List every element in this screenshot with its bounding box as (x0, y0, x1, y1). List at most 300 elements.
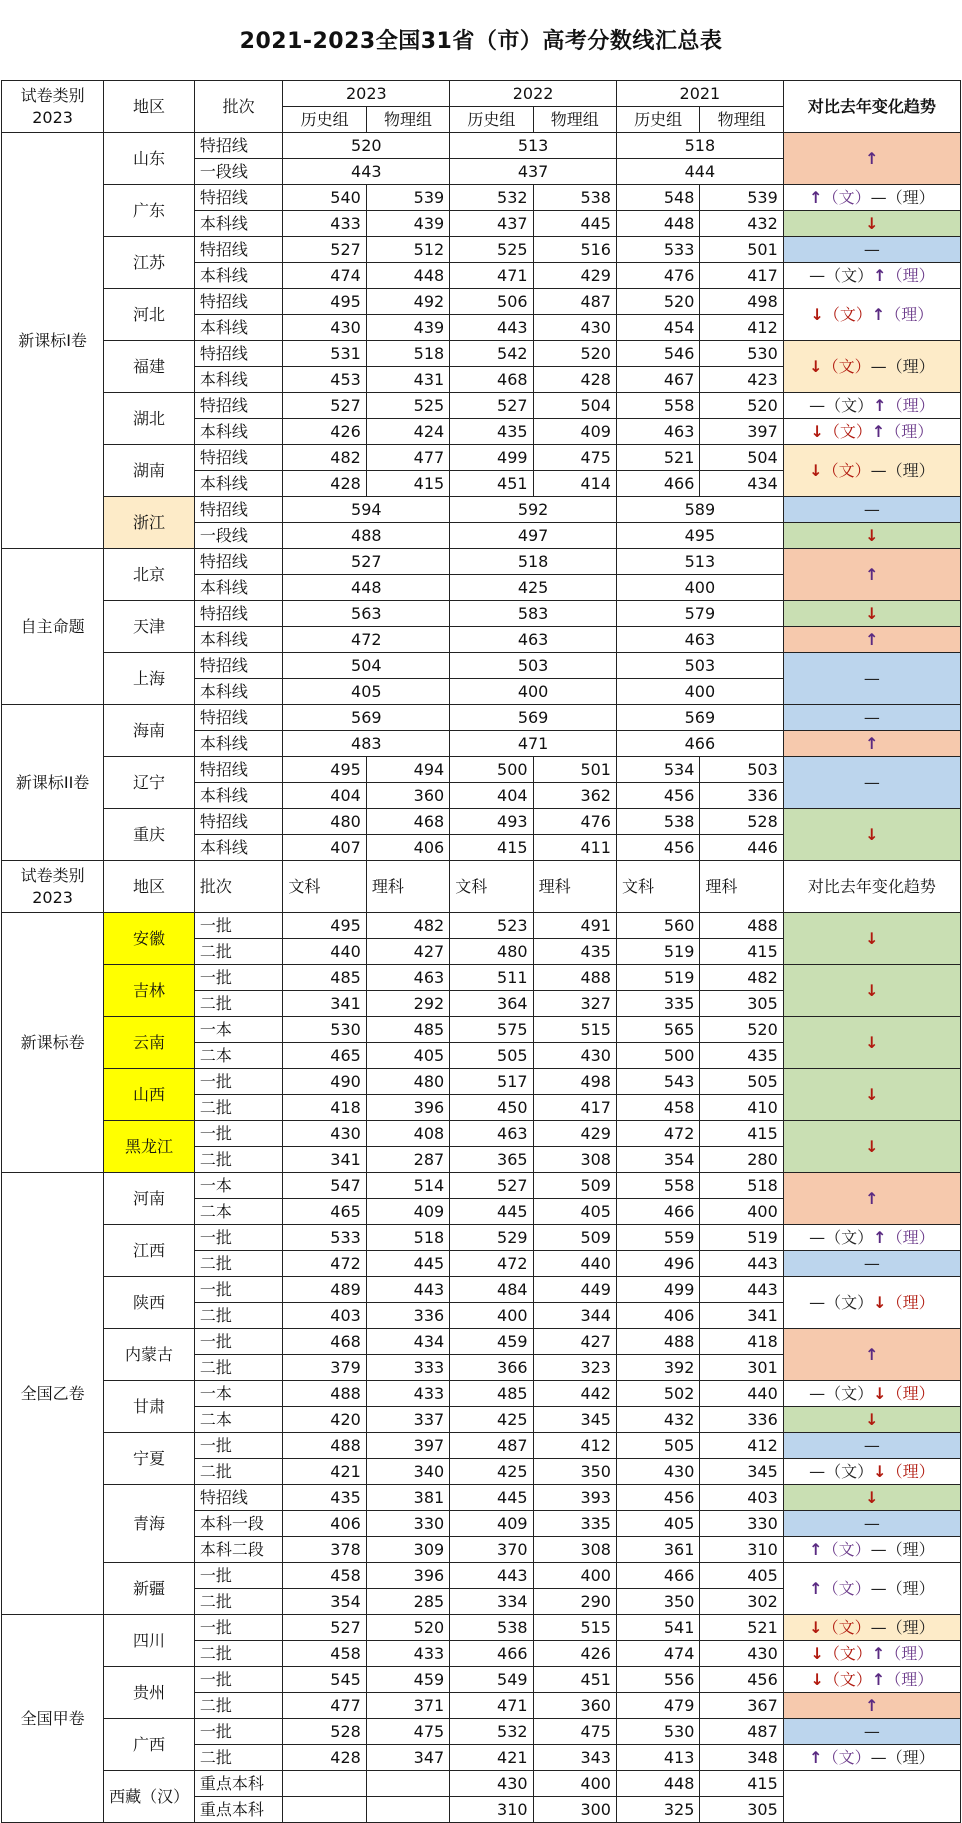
value-cell: 308 (533, 1537, 616, 1563)
table-row (2, 237, 961, 263)
trend-li-label: （理） (886, 1293, 935, 1312)
value-cell: 476 (533, 809, 616, 835)
value-cell: 400 (533, 1771, 616, 1797)
value-cell: 468 (450, 367, 533, 393)
trend-up-icon: ↑ (809, 188, 823, 207)
batch-cell: 二批 (194, 991, 283, 1017)
trend-li-label: （理） (886, 1384, 935, 1403)
value-cell: 514 (366, 1173, 449, 1199)
value-cell: 396 (366, 1095, 449, 1121)
value-cell: 501 (700, 237, 783, 263)
table-row (2, 1173, 961, 1199)
value-cell: 520 (283, 133, 450, 159)
header-trend: 对比去年变化趋势 (783, 861, 960, 913)
value-cell: 400 (450, 1303, 533, 1329)
value-cell: 495 (283, 757, 366, 783)
trend-flat-icon: — (870, 1748, 887, 1767)
value-cell: 344 (533, 1303, 616, 1329)
value-cell: 403 (700, 1485, 783, 1511)
value-cell: 435 (700, 1043, 783, 1069)
batch-cell: 二批 (194, 1693, 283, 1719)
table-row (2, 1433, 961, 1459)
value-cell: 335 (616, 991, 699, 1017)
trend-cell (783, 913, 960, 965)
region-cell: 北京 (104, 549, 195, 601)
trend-flat-icon: — (809, 1462, 826, 1481)
trend-up-icon: ↑ (865, 734, 879, 753)
value-cell: 379 (283, 1355, 366, 1381)
region-cell: 重庆 (104, 809, 195, 861)
value-cell: 463 (450, 1121, 533, 1147)
value-cell: 443 (700, 1277, 783, 1303)
table-row (2, 913, 961, 939)
value-cell: 425 (450, 575, 617, 601)
trend-cell (783, 1719, 960, 1745)
value-cell: 477 (283, 1693, 366, 1719)
value-cell: 527 (283, 1615, 366, 1641)
header-batch: 批次 (194, 861, 283, 913)
batch-cell: 一本 (194, 1017, 283, 1043)
trend-cell (783, 1615, 960, 1641)
table-row (2, 341, 961, 367)
trend-li-label: （理） (886, 1462, 935, 1481)
value-cell: 589 (616, 497, 783, 523)
value-cell: 420 (283, 1407, 366, 1433)
value-cell: 527 (283, 549, 450, 575)
batch-cell: 二本 (194, 1043, 283, 1069)
trend-up-icon: ↑ (873, 396, 887, 415)
trend-flat-icon: — (863, 1254, 880, 1273)
value-cell: 350 (616, 1589, 699, 1615)
value-cell: 430 (533, 315, 616, 341)
value-cell: 435 (283, 1485, 366, 1511)
value-cell: 487 (450, 1433, 533, 1459)
table-row (2, 497, 961, 523)
value-cell: 503 (450, 653, 617, 679)
value-cell: 425 (450, 1459, 533, 1485)
trend-cell (783, 653, 960, 705)
value-cell: 521 (700, 1615, 783, 1641)
region-cell: 上海 (104, 653, 195, 705)
batch-cell: 特招线 (194, 1485, 283, 1511)
value-cell: 534 (616, 757, 699, 783)
trend-up-icon: ↑ (871, 422, 886, 441)
trend-cell (783, 731, 960, 757)
value-cell: 443 (366, 1277, 449, 1303)
value-cell: 360 (366, 783, 449, 809)
value-cell: 592 (450, 497, 617, 523)
value-cell: 525 (450, 237, 533, 263)
value-cell: 525 (366, 393, 449, 419)
region-cell: 山西 (104, 1069, 195, 1121)
value-cell: 466 (616, 471, 699, 497)
value-cell: 515 (533, 1017, 616, 1043)
value-cell: 476 (616, 263, 699, 289)
value-cell: 415 (700, 939, 783, 965)
value-cell: 456 (700, 1667, 783, 1693)
region-cell: 江西 (104, 1225, 195, 1277)
header-row (2, 81, 961, 107)
value-cell: 527 (283, 393, 366, 419)
value-cell: 569 (616, 705, 783, 731)
value-cell: 468 (283, 1329, 366, 1355)
header-sub: 文科 (450, 861, 533, 913)
value-cell: 367 (700, 1693, 783, 1719)
table-row (2, 757, 961, 783)
value-cell: 458 (283, 1563, 366, 1589)
batch-cell: 重点本科 (194, 1797, 283, 1823)
category-cell: 新课标卷 (2, 913, 104, 1173)
value-cell: 427 (366, 939, 449, 965)
table-row (2, 1719, 961, 1745)
batch-cell: 一段线 (194, 159, 283, 185)
table-row (2, 393, 961, 419)
value-cell: 400 (616, 679, 783, 705)
trend-down-icon: ↓ (873, 1384, 887, 1403)
value-cell: 439 (366, 315, 449, 341)
trend-cell (783, 1329, 960, 1381)
value-cell: 428 (283, 1745, 366, 1771)
category-cell: 自主命题 (2, 549, 104, 705)
value-cell: 445 (533, 211, 616, 237)
batch-cell: 特招线 (194, 393, 283, 419)
value-cell: 364 (450, 991, 533, 1017)
value-cell: 472 (616, 1121, 699, 1147)
region-cell: 湖北 (104, 393, 195, 445)
trend-cell (783, 1173, 960, 1225)
value-cell: 450 (450, 1095, 533, 1121)
value-cell: 518 (366, 341, 449, 367)
value-cell: 495 (616, 523, 783, 549)
value-cell: 429 (533, 1121, 616, 1147)
trend-up-icon: ↑ (809, 1579, 823, 1598)
trend-cell (783, 1537, 960, 1563)
value-cell: 347 (366, 1745, 449, 1771)
value-cell: 488 (700, 913, 783, 939)
value-cell: 533 (283, 1225, 366, 1251)
trend-cell (783, 211, 960, 237)
value-cell: 405 (283, 679, 450, 705)
value-cell: 341 (283, 991, 366, 1017)
value-cell: 465 (283, 1043, 366, 1069)
header-row (2, 861, 961, 913)
table-row (2, 965, 961, 991)
trend-up-icon: ↑ (871, 305, 886, 324)
value-cell: 482 (700, 965, 783, 991)
value-cell: 443 (450, 315, 533, 341)
trend-wen-label: （文） (822, 1618, 871, 1637)
header-region: 地区 (104, 81, 195, 133)
header-year: 2023 (283, 81, 450, 107)
value-cell: 528 (283, 1719, 366, 1745)
value-cell: 559 (616, 1225, 699, 1251)
value-cell: 371 (366, 1693, 449, 1719)
value-cell: 404 (283, 783, 366, 809)
value-cell: 448 (616, 1771, 699, 1797)
batch-cell: 本科线 (194, 367, 283, 393)
value-cell: 517 (450, 1069, 533, 1095)
value-cell: 472 (450, 1251, 533, 1277)
trend-cell (783, 1459, 960, 1485)
value-cell: 337 (366, 1407, 449, 1433)
value-cell: 501 (533, 757, 616, 783)
trend-wen-label: （文） (825, 1384, 874, 1403)
value-cell: 446 (700, 835, 783, 861)
value-cell: 370 (450, 1537, 533, 1563)
trend-up-icon: ↑ (873, 266, 887, 285)
header-sub: 理科 (533, 861, 616, 913)
value-cell: 430 (450, 1771, 533, 1797)
value-cell: 546 (616, 341, 699, 367)
value-cell: 350 (533, 1459, 616, 1485)
value-cell: 488 (283, 1381, 366, 1407)
region-cell: 天津 (104, 601, 195, 653)
value-cell: 456 (616, 835, 699, 861)
batch-cell: 二批 (194, 1589, 283, 1615)
trend-wen-label: （文） (822, 188, 871, 207)
trend-li-label: （理） (886, 357, 935, 376)
value-cell: 459 (450, 1329, 533, 1355)
value-cell: 558 (616, 393, 699, 419)
batch-cell: 一批 (194, 1719, 283, 1745)
trend-down-icon: ↓ (865, 1033, 879, 1052)
batch-cell: 一批 (194, 965, 283, 991)
value-cell: 494 (366, 757, 449, 783)
trend-li-label: （理） (885, 305, 934, 324)
value-cell: 505 (450, 1043, 533, 1069)
value-cell: 448 (283, 575, 450, 601)
value-cell: 434 (700, 471, 783, 497)
trend-down-icon: ↓ (865, 1488, 879, 1507)
trend-cell (783, 1407, 960, 1433)
table-row (2, 1563, 961, 1589)
trend-down-icon: ↓ (809, 1618, 823, 1637)
value-cell: 343 (533, 1745, 616, 1771)
value-cell: 444 (616, 159, 783, 185)
value-cell: 431 (366, 367, 449, 393)
batch-cell: 特招线 (194, 445, 283, 471)
value-cell: 323 (533, 1355, 616, 1381)
value-cell: 418 (700, 1329, 783, 1355)
value-cell: 520 (700, 1017, 783, 1043)
trend-cell (783, 445, 960, 497)
value-cell: 430 (533, 1043, 616, 1069)
region-cell: 云南 (104, 1017, 195, 1069)
trend-wen-label: （文） (822, 461, 871, 480)
value-cell: 409 (533, 419, 616, 445)
value-cell: 415 (450, 835, 533, 861)
trend-cell (783, 1121, 960, 1173)
value-cell: 518 (616, 133, 783, 159)
value-cell: 336 (700, 783, 783, 809)
header-category: 试卷类别 2023 (2, 81, 104, 133)
value-cell: 378 (283, 1537, 366, 1563)
value-cell: 456 (616, 1485, 699, 1511)
value-cell: 334 (450, 1589, 533, 1615)
trend-cell (783, 965, 960, 1017)
value-cell: 290 (533, 1589, 616, 1615)
batch-cell: 本科二段 (194, 1537, 283, 1563)
value-cell: 430 (616, 1459, 699, 1485)
trend-flat-icon: — (863, 669, 880, 688)
value-cell: 305 (700, 991, 783, 1017)
region-cell: 山东 (104, 133, 195, 185)
header-sub: 历史组 (283, 107, 366, 133)
value-cell: 463 (450, 627, 617, 653)
value-cell: 487 (700, 1719, 783, 1745)
value-cell: 549 (450, 1667, 533, 1693)
value-cell: 435 (533, 939, 616, 965)
value-cell: 548 (616, 185, 699, 211)
value-cell: 500 (616, 1043, 699, 1069)
value-cell: 327 (533, 991, 616, 1017)
table-row (2, 1121, 961, 1147)
value-cell: 413 (616, 1745, 699, 1771)
category-cell: 新课标II卷 (2, 705, 104, 861)
value-cell: 543 (616, 1069, 699, 1095)
header-sub: 物理组 (366, 107, 449, 133)
batch-cell: 二批 (194, 1147, 283, 1173)
trend-li-label: （理） (885, 422, 934, 441)
value-cell: 400 (700, 1199, 783, 1225)
trend-cell (783, 523, 960, 549)
batch-cell: 本科线 (194, 211, 283, 237)
trend-cell (783, 1641, 960, 1667)
header-region: 地区 (104, 861, 195, 913)
value-cell: 465 (283, 1199, 366, 1225)
value-cell: 495 (283, 913, 366, 939)
trend-cell (783, 237, 960, 263)
batch-cell: 一批 (194, 1121, 283, 1147)
value-cell: 302 (700, 1589, 783, 1615)
page-title: 2021-2023全国31省（市）高考分数线汇总表 (239, 29, 723, 54)
value-cell: 300 (533, 1797, 616, 1823)
value-cell: 381 (366, 1485, 449, 1511)
batch-cell: 特招线 (194, 601, 283, 627)
region-cell: 辽宁 (104, 757, 195, 809)
trend-wen-label: （文） (822, 1748, 871, 1767)
header-sub: 文科 (283, 861, 366, 913)
table-row (2, 185, 961, 211)
value-cell: 498 (700, 289, 783, 315)
batch-cell: 二批 (194, 1251, 283, 1277)
batch-cell: 本科线 (194, 731, 283, 757)
trend-down-icon: ↓ (810, 305, 824, 324)
trend-down-icon: ↓ (809, 357, 823, 376)
trend-cell (783, 185, 960, 211)
trend-cell (783, 1745, 960, 1771)
value-cell: 497 (450, 523, 617, 549)
value-cell: 563 (283, 601, 450, 627)
batch-cell: 本科线 (194, 679, 283, 705)
region-cell: 青海 (104, 1485, 195, 1563)
value-cell: 310 (700, 1537, 783, 1563)
value-cell: 433 (366, 1641, 449, 1667)
batch-cell: 特招线 (194, 549, 283, 575)
value-cell: 405 (533, 1199, 616, 1225)
value-cell: 488 (283, 523, 450, 549)
trend-cell (783, 341, 960, 393)
value-cell: 406 (616, 1303, 699, 1329)
batch-cell: 本科线 (194, 315, 283, 341)
trend-li-label: （理） (886, 266, 935, 285)
trend-li-label: （理） (886, 1579, 935, 1598)
trend-down-icon: ↓ (809, 461, 823, 480)
value-cell: 532 (450, 185, 533, 211)
trend-flat-icon: — (863, 500, 880, 519)
trend-li-label: （理） (886, 396, 935, 415)
value-cell: 459 (366, 1667, 449, 1693)
table-row (2, 1277, 961, 1303)
trend-flat-icon: — (863, 1436, 880, 1455)
region-cell: 福建 (104, 341, 195, 393)
table-row (2, 809, 961, 835)
trend-wen-label: （文） (822, 1540, 871, 1559)
trend-li-label: （理） (885, 1644, 934, 1663)
trend-cell (783, 809, 960, 861)
value-cell: 538 (533, 185, 616, 211)
value-cell: 336 (366, 1303, 449, 1329)
value-cell: 287 (366, 1147, 449, 1173)
value-cell: 403 (283, 1303, 366, 1329)
value-cell: 502 (616, 1381, 699, 1407)
region-cell: 吉林 (104, 965, 195, 1017)
batch-cell: 一批 (194, 1563, 283, 1589)
value-cell: 471 (450, 263, 533, 289)
value-cell: 412 (700, 315, 783, 341)
table-row (2, 445, 961, 471)
value-cell: 430 (283, 1121, 366, 1147)
region-cell: 广东 (104, 185, 195, 237)
value-cell: 365 (450, 1147, 533, 1173)
value-cell: 354 (616, 1147, 699, 1173)
value-cell: 539 (366, 185, 449, 211)
value-cell: 527 (450, 393, 533, 419)
batch-cell: 本科线 (194, 627, 283, 653)
value-cell: 409 (450, 1511, 533, 1537)
region-cell: 四川 (104, 1615, 195, 1667)
trend-up-icon: ↑ (865, 630, 879, 649)
value-cell: 445 (450, 1485, 533, 1511)
value-cell: 458 (283, 1641, 366, 1667)
value-cell: 509 (533, 1225, 616, 1251)
value-cell: 400 (533, 1563, 616, 1589)
trend-cell (783, 1225, 960, 1251)
value-cell: 503 (616, 653, 783, 679)
region-cell: 湖南 (104, 445, 195, 497)
value-cell: 428 (533, 367, 616, 393)
header-category: 试卷类别 2023 (2, 861, 104, 913)
trend-cell (783, 1433, 960, 1459)
value-cell: 500 (450, 757, 533, 783)
trend-up-icon: ↑ (809, 1540, 823, 1559)
value-cell: 520 (533, 341, 616, 367)
region-cell: 河北 (104, 289, 195, 341)
value-cell (366, 1797, 449, 1823)
value-cell: 569 (450, 705, 617, 731)
trend-cell (783, 1381, 960, 1407)
value-cell: 560 (616, 913, 699, 939)
header-year: 2021 (616, 81, 783, 107)
batch-cell: 一批 (194, 1225, 283, 1251)
value-cell: 594 (283, 497, 450, 523)
batch-cell: 二批 (194, 939, 283, 965)
value-cell: 504 (533, 393, 616, 419)
trend-up-icon: ↑ (871, 1670, 886, 1689)
trend-wen-label: （文） (823, 305, 872, 324)
value-cell: 472 (283, 1251, 366, 1277)
batch-cell: 一批 (194, 1433, 283, 1459)
